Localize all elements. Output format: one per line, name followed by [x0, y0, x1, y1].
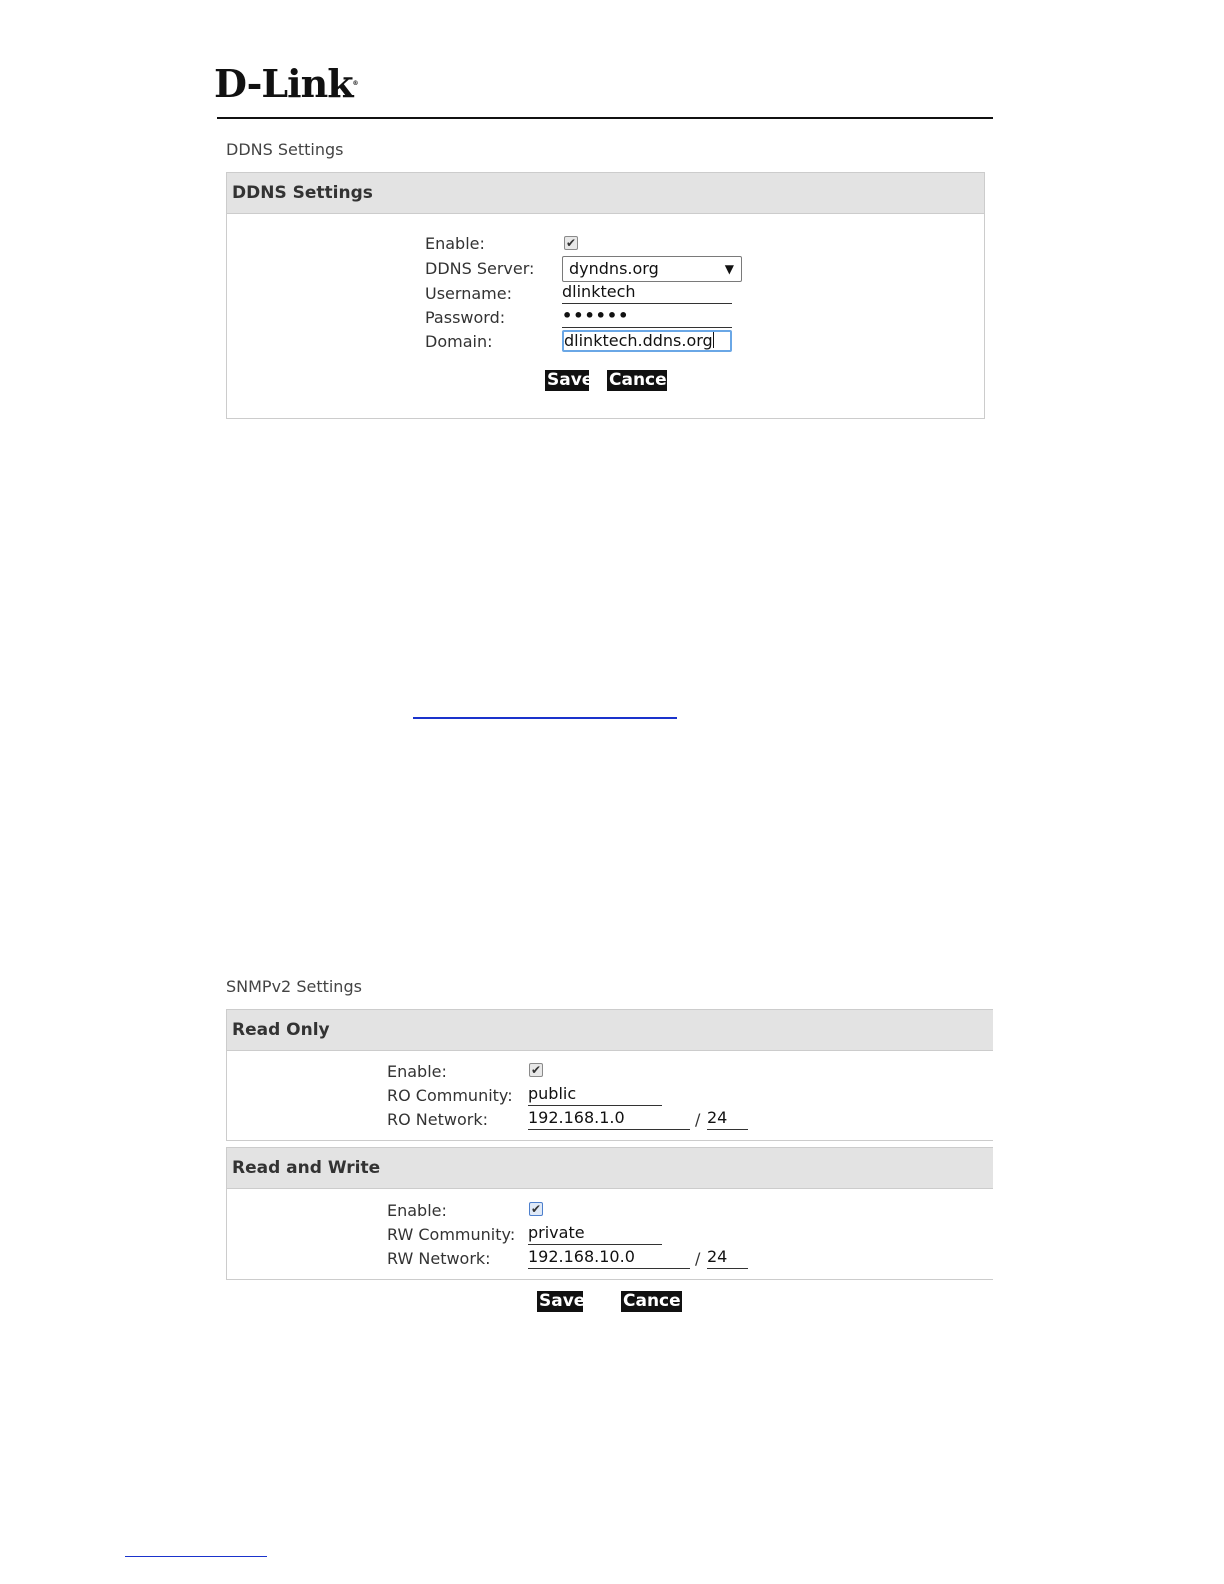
rw-community-label: RW Community: — [387, 1225, 516, 1244]
ddns-username-input[interactable] — [562, 282, 732, 304]
rw-prefix-value: 24 — [707, 1247, 728, 1266]
ro-prefix-value: 24 — [707, 1108, 728, 1127]
footer-link-underline[interactable] — [125, 1556, 267, 1557]
rw-community-input[interactable] — [528, 1223, 662, 1245]
ro-community-value: public — [528, 1084, 577, 1103]
ro-prefix-input[interactable] — [707, 1108, 748, 1130]
ddns-domain-value: dlinktech.ddns.org — [564, 331, 713, 350]
text-caret — [713, 332, 714, 348]
ro-community-label: RO Community: — [387, 1086, 513, 1105]
snmp-read-write-panel — [226, 1147, 993, 1280]
ddns-cancel-button[interactable]: Cancel — [609, 370, 673, 390]
hyperlink-underline[interactable] — [413, 717, 677, 719]
ddns-password-input[interactable] — [562, 306, 732, 328]
ro-network-value: 192.168.1.0 — [528, 1108, 625, 1127]
ddns-username-value: dlinktech — [562, 282, 636, 301]
snmp-read-only-panel — [226, 1009, 993, 1141]
ro-network-input[interactable] — [528, 1108, 690, 1130]
rw-network-label: RW Network: — [387, 1249, 491, 1268]
ddns-settings-panel — [226, 172, 985, 419]
dlink-logo: D-Link® — [214, 61, 359, 106]
snmp-cancel-button[interactable]: Cancel — [623, 1291, 687, 1311]
rw-network-separator: / — [695, 1249, 701, 1268]
dropdown-arrow-icon: ▼ — [724, 262, 734, 276]
rw-network-input[interactable] — [528, 1247, 690, 1269]
rw-network-value: 192.168.10.0 — [528, 1247, 635, 1266]
ddns-save-button[interactable]: Save — [547, 370, 594, 390]
ddns-server-label: DDNS Server: — [425, 259, 535, 278]
ddns-domain-input[interactable] — [562, 330, 732, 352]
ddns-enable-checkbox[interactable] — [564, 236, 578, 250]
rw-community-value: private — [528, 1223, 585, 1242]
header-divider — [217, 117, 993, 119]
ro-community-input[interactable] — [528, 1084, 662, 1106]
checkmark-icon: ✔ — [530, 1202, 542, 1216]
ro-network-label: RO Network: — [387, 1110, 488, 1129]
snmp-save-button[interactable]: Save — [539, 1291, 586, 1311]
ddns-server-select[interactable] — [562, 256, 742, 282]
ro-network-separator: / — [695, 1110, 701, 1129]
checkmark-icon: ✔ — [565, 236, 577, 250]
checkmark-icon: ✔ — [530, 1063, 542, 1077]
ddns-page-heading: DDNS Settings — [226, 140, 344, 159]
ddns-password-label: Password: — [425, 308, 506, 327]
rw-enable-label: Enable: — [387, 1201, 447, 1220]
ro-enable-label: Enable: — [387, 1062, 447, 1081]
ddns-server-value: dyndns.org — [569, 259, 659, 278]
snmp-page-heading: SNMPv2 Settings — [226, 977, 362, 996]
rw-enable-checkbox[interactable] — [529, 1202, 543, 1216]
ddns-username-label: Username: — [425, 284, 512, 303]
ro-enable-checkbox[interactable] — [529, 1063, 543, 1077]
read-write-title: Read and Write — [227, 1148, 993, 1189]
ddns-enable-label: Enable: — [425, 234, 485, 253]
ddns-panel-title: DDNS Settings — [227, 173, 984, 214]
ddns-password-value: •••••• — [562, 306, 630, 325]
ddns-domain-label: Domain: — [425, 332, 493, 351]
rw-prefix-input[interactable] — [707, 1247, 748, 1269]
read-only-title: Read Only — [227, 1010, 993, 1051]
